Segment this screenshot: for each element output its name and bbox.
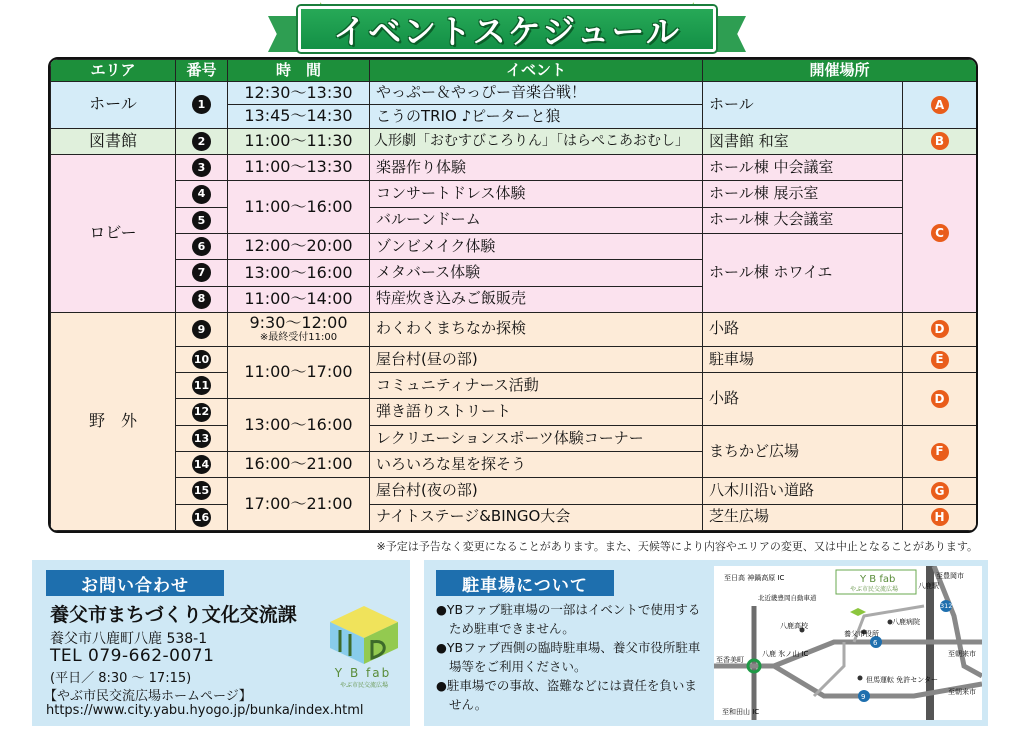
event-cell: レクリエーションスポーツ体験コーナー <box>370 425 703 451</box>
time-cell: 13:00〜16:00 <box>228 260 370 286</box>
schedule-note: ※予定は予告なく変更になることがあります。また、天候等により内容やエリアの変更、又は中止となることがあります。 <box>376 540 978 553</box>
header-venue: 開催場所 <box>703 60 977 82</box>
number-badge: 11 <box>192 376 211 395</box>
venue-cell: 小路 <box>703 312 903 346</box>
map-label: 養父市役所 <box>844 630 879 638</box>
time-cell: 11:00〜16:00 <box>228 181 370 234</box>
event-cell: こうのTRIO ♪ピーターと狼 <box>370 105 703 128</box>
banner-body <box>298 6 716 52</box>
number-badge: 2 <box>192 132 211 151</box>
venue-cell: 小路 <box>703 373 903 426</box>
time-cell: 13:00〜16:00 <box>228 399 370 452</box>
map-label: 至和田山 IC <box>722 708 760 716</box>
poi-dot <box>858 676 863 681</box>
table-row <box>51 82 977 105</box>
logo-text: Y B fab <box>334 666 392 680</box>
list-item: ●駐車場での事故、盗難などには責任を負いません。 <box>436 678 697 712</box>
venue-mark-badge: F <box>931 443 949 461</box>
homepage-label: 【やぶ市民交流広場ホームページ】 <box>44 689 252 704</box>
number-badge: 3 <box>192 158 211 177</box>
time-cell: 12:00〜20:00 <box>228 233 370 259</box>
venue-cell: まちかど広場 <box>703 425 903 478</box>
venue-cell: ホール <box>703 82 903 129</box>
map-label: 至豊岡市 <box>936 572 964 580</box>
contact-title: お問い合わせ <box>46 570 224 596</box>
venue-mark-badge: D <box>931 390 949 408</box>
map-label: やぶ市民交流広場 <box>850 586 899 593</box>
map-label: 至日高 神鍋高原 IC <box>724 574 785 582</box>
event-cell: メタバース体験 <box>370 260 703 286</box>
number-badge: 6 <box>192 237 211 256</box>
header-event: イベント <box>370 60 703 82</box>
event-cell: 屋台村(昼の部) <box>370 346 703 372</box>
time-cell: 11:00〜13:30 <box>228 155 370 181</box>
time-cell: 11:00〜11:30 <box>228 128 370 154</box>
venue-mark-badge: C <box>931 224 949 242</box>
map-label: 至朝来市 <box>948 650 976 658</box>
contact-tel: TEL 079-662-0071 <box>50 646 215 666</box>
venue-cell: ホール棟 展示室 <box>703 181 903 207</box>
table-row <box>51 504 977 530</box>
map-label: 但馬運転 免許センター <box>866 676 938 684</box>
area-hall: ホール <box>51 82 176 129</box>
number-badge: 14 <box>192 455 211 474</box>
event-cell: コンサートドレス体験 <box>370 181 703 207</box>
venue-mark-badge: D <box>931 320 949 338</box>
number-badge: 7 <box>192 263 211 282</box>
event-cell: バルーンドーム <box>370 207 703 233</box>
number-badge: 8 <box>192 290 211 309</box>
number-badge: 13 <box>192 429 211 448</box>
table-row <box>51 312 977 346</box>
contact-address: 養父市八鹿町八鹿 538-1 <box>50 631 208 647</box>
venue-mark-badge: B <box>931 132 949 150</box>
map-label: 至香美町 <box>716 656 744 664</box>
header-area: エリア <box>51 60 176 82</box>
venue-mark-badge: A <box>931 96 949 114</box>
header-time: 時 間 <box>228 60 370 82</box>
event-cell: やっぷー＆やっぴー音楽合戦！ <box>370 82 703 105</box>
parking-box <box>424 560 988 726</box>
map-label: 八鹿病院 <box>892 618 920 626</box>
event-cell: わくわくまちなか探検 <box>370 312 703 346</box>
list-item: ●YBファブ駐車場の一部はイベントで使用するため駐車できません。 <box>436 602 701 636</box>
number-badge: 16 <box>192 508 211 527</box>
venue-mark-badge: E <box>931 351 949 369</box>
list-item: ●YBファブ西側の臨時駐車場、養父市役所駐車場等をご利用ください。 <box>436 640 701 674</box>
venue-mark-badge: H <box>931 508 949 526</box>
table-row <box>51 346 977 372</box>
event-cell: コミュニティナース活動 <box>370 373 703 399</box>
event-cell: 弾き語りストリート <box>370 399 703 425</box>
logo-subtext: やぶ市民交流広場 <box>339 682 388 689</box>
time-cell: 9:30〜12:00 <box>249 313 348 333</box>
time-cell: 16:00〜21:00 <box>228 452 370 478</box>
venue-cell: ホール棟 中会議室 <box>703 155 903 181</box>
venue-cell: ホール棟 大会議室 <box>703 207 903 233</box>
table-row <box>51 128 977 154</box>
venue-cell: 駐車場 <box>703 346 903 372</box>
venue-cell: ホール棟 ホワイエ <box>703 233 903 312</box>
map-label: 八鹿高校 <box>780 622 808 630</box>
table-row <box>51 181 977 207</box>
area-outdoor: 野 外 <box>51 312 176 530</box>
parking-notes <box>436 600 708 714</box>
event-cell: 人形劇「おむすびころりん」「はらぺこあおむし」 <box>370 128 703 154</box>
number-badge: 12 <box>192 403 211 422</box>
map-label: 312 <box>940 602 953 610</box>
event-cell: ゾンビメイク体験 <box>370 233 703 259</box>
table-row <box>51 155 977 181</box>
number-badge: 15 <box>192 481 211 500</box>
number-badge: 4 <box>192 185 211 204</box>
map-label: 八鹿 氷ノ山 IC <box>762 650 809 658</box>
map-label: 6 <box>873 639 878 647</box>
venue-cell: 図書館 和室 <box>703 128 903 154</box>
time-cell: 12:30〜13:30 <box>228 82 370 105</box>
map-label: 北近畿豊岡自動車道 <box>758 594 817 602</box>
area-library: 図書館 <box>51 128 176 154</box>
venue-cell: 芝生広場 <box>703 504 903 530</box>
homepage-url[interactable]: https://www.city.yabu.hyogo.jp/bunka/index.html <box>46 703 364 718</box>
venue-cell: 八木川沿い道路 <box>703 478 903 504</box>
table-row <box>51 425 977 451</box>
table-row <box>51 233 977 259</box>
access-map <box>714 566 982 720</box>
number-badge: 1 <box>192 95 211 114</box>
time-cell: 13:45〜14:30 <box>228 105 370 128</box>
map-label: 至朝来市 <box>948 688 976 696</box>
time-note: ※最終受付11:00 <box>259 332 338 343</box>
time-cell: 11:00〜14:00 <box>228 286 370 312</box>
venue-mark-badge: G <box>931 482 949 500</box>
number-badge: 5 <box>192 211 211 230</box>
map-label: 9 <box>861 693 866 701</box>
contact-hours: (平日／ 8:30 〜 17:15) <box>50 671 192 686</box>
table-row <box>51 207 977 233</box>
number-badge: 10 <box>192 350 211 369</box>
page-title: イベントスケジュール <box>333 11 681 51</box>
event-cell: 特産炊き込みご飯販売 <box>370 286 703 312</box>
event-cell: ナイトステージ&BINGO大会 <box>370 504 703 530</box>
map-label: 八鹿駅 <box>918 582 939 590</box>
number-badge: 9 <box>192 320 211 339</box>
time-cell: 11:00〜17:00 <box>228 346 370 399</box>
map-label: Y B fab <box>860 574 896 585</box>
area-lobby: ロビー <box>51 155 176 313</box>
table-row <box>51 373 977 399</box>
contact-org: 養父市まちづくり文化交流課 <box>50 604 297 626</box>
schedule-table <box>48 57 978 533</box>
table-header-row <box>51 60 977 82</box>
table-row <box>51 478 977 504</box>
event-cell: 楽器作り体験 <box>370 155 703 181</box>
title-banner <box>268 4 746 56</box>
route312-road <box>934 566 982 676</box>
contact-box <box>32 560 410 726</box>
time-cell: 17:00〜21:00 <box>228 478 370 531</box>
event-cell: いろいろな星を探そう <box>370 452 703 478</box>
parking-title: 駐車場について <box>436 570 614 596</box>
header-number: 番号 <box>176 60 228 82</box>
event-cell: 屋台村(夜の部) <box>370 478 703 504</box>
